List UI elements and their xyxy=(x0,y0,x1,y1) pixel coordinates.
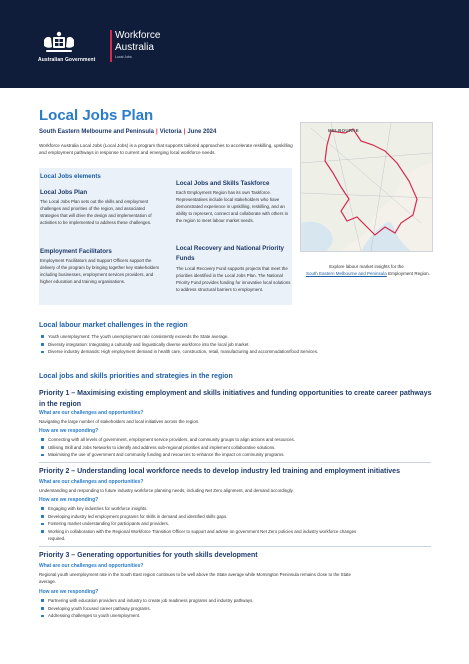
priority-1-challenges-text: Navigating the large number of stakeholders and local initiatives across the region. xyxy=(39,419,200,424)
local-jobs-plan-text: The Local Jobs Plan sets out the skills and employment challenges and priorities of the region, and associated strategies that will drive the design and implementation of activities to be implemented to address these challenges. xyxy=(40,199,152,225)
list-item: Fostering market understanding for participants and providers. xyxy=(39,520,356,528)
map-caption-link-line xyxy=(300,271,450,276)
priority-2-actions xyxy=(39,505,356,535)
recovery-text: The Local Recovery Fund supports projects that meet the priorities identified in the Local Jobs Plan. The National Priority Fund provides funding for innovative local solutions to address structural barriers to employment. xyxy=(176,266,291,292)
coat-of-arms-icon xyxy=(40,30,78,56)
brand-subtitle: Local Jobs xyxy=(115,55,132,59)
list-item: Youth unemployment: The youth unemployment rate consistently exceeds the State average. xyxy=(39,333,318,341)
page-title: Local Jobs Plan xyxy=(39,107,154,124)
list-item: Developing industry led employment programs for skills in demand and identified skills gaps. xyxy=(39,513,356,521)
list-item: Addressing challenges to youth unemployment. xyxy=(39,612,254,620)
priority-1-heading-cont: in the region xyxy=(39,401,81,408)
priority-3-response-label: How are we responding? xyxy=(39,589,99,595)
brand-name-line2: Australia xyxy=(115,42,154,53)
separator: | xyxy=(156,129,158,135)
facilitators-text: Employment Facilitators and Support Officers support the delivery of the program by bringing together key stakeholders including businesses, employment services providers, and higher education and training organisations. xyxy=(40,258,160,284)
priority-2-item-continuation: required. xyxy=(48,536,66,541)
recovery-heading: Local Recovery and National Priority Funds xyxy=(176,245,284,262)
region-name: South Eastern Melbourne and Peninsula xyxy=(39,129,155,135)
list-item: Working in collaboration with the Regional Workforce Transition Officer to support and advise on government Net Zero policies and industry workforce changes xyxy=(39,528,356,536)
challenges-list xyxy=(39,333,318,356)
list-item: Diversity integration: Integrating a culturally and linguistically diverse workforce into the local job market. xyxy=(39,341,318,349)
region-insights-link[interactable]: South Eastern Melbourne and Peninsula xyxy=(306,271,387,276)
map-city-label: MELBOURNE xyxy=(328,128,359,133)
priority-1-heading: Priority 1 – Maximising existing employment and skills initiatives and funding opportunities to create career pathways xyxy=(39,390,432,397)
facilitators-heading: Employment Facilitators xyxy=(40,248,112,255)
priority-2-challenges-label: What are our challenges and opportunities? xyxy=(39,479,144,485)
priorities-heading: Local jobs and skills priorities and strategies in the region xyxy=(39,373,233,380)
list-item: Connecting with all levels of government, employment service providers, and community groups to align actions and resources. xyxy=(39,436,295,444)
page-subtitle xyxy=(39,129,216,135)
local-jobs-plan-heading: Local Jobs Plan xyxy=(40,189,88,196)
taskforce-text: Each Employment Region has its own Taskforce. Representatives include local stakeholders who have demonstrated experience in upskilling, reskilling, and an ability to represent, connect and collaborate with others in the region to meet labour market needs. xyxy=(176,190,289,223)
priority-2-response-label: How are we responding? xyxy=(39,497,99,503)
region-map-graphic xyxy=(301,123,432,251)
intro-paragraph: Workforce Australia Local Jobs (Local Jobs) is a program that supports tailored approaches to accelerate reskilling, upskilling and employment pathways in response to current and emerging local workforce needs. xyxy=(39,143,293,155)
priority-2-challenges-text: Understanding and responding to future industry workforce planning needs, including Net Zero alignment, and demand accordingly. xyxy=(39,488,294,493)
section-divider xyxy=(39,462,431,463)
taskforce-heading: Local Jobs and Skills Taskforce xyxy=(176,180,270,187)
priority-3-heading: Priority 3 – Generating opportunities for youth skills development xyxy=(39,552,258,559)
priority-1-challenges-label: What are our challenges and opportunities? xyxy=(39,410,144,416)
priority-3-actions xyxy=(39,597,254,620)
brand-name-line1: Workforce xyxy=(115,30,161,41)
list-item: Maximising the use of government and community funding and resources to enhance the impact on community programs. xyxy=(39,451,295,459)
elements-title: Local Jobs elements xyxy=(40,173,101,180)
page-header xyxy=(0,0,469,88)
priority-1-actions xyxy=(39,436,295,459)
priority-1-response-label: How are we responding? xyxy=(39,428,99,434)
region-map[interactable] xyxy=(300,122,433,252)
separator: | xyxy=(183,129,186,135)
map-caption-end: Employment Region. xyxy=(388,271,430,276)
challenges-heading: Local labour market challenges in the region xyxy=(39,322,188,329)
priority-3-challenges-label: What are our challenges and opportunities? xyxy=(39,563,144,569)
priority-2-heading: Priority 2 – Understanding local workforce needs to develop industry led training and employment initiatives xyxy=(39,468,400,475)
section-divider xyxy=(39,546,431,547)
plan-date: June 2024 xyxy=(187,129,217,135)
map-caption: Explore labour market insights for the xyxy=(329,264,404,269)
priority-3-challenges-text: Regional youth unemployment rate in the South East region continues to be well above the State average while Mornington Peninsula remains close to the State xyxy=(39,572,351,577)
list-item: Engaging with key industries for workforce insights. xyxy=(39,505,356,513)
list-item: Partnering with education providers and industry to create job readiness programs and industry pathways. xyxy=(39,597,254,605)
list-item: Developing youth focused career pathway programs. xyxy=(39,605,254,613)
list-item: Utilising Skill and Jobs Networks to identify and address sub-regional priorities and implement collaborative solutions. xyxy=(39,444,295,452)
government-name: Australian Government xyxy=(38,57,96,63)
priority-3-challenges-continuation: average. xyxy=(39,579,57,584)
list-item: Diverse industry demands: High employment demand in health care, construction, retail, manufacturing and accommodation/food Services. xyxy=(39,348,318,356)
state-name: Victoria xyxy=(159,129,182,135)
